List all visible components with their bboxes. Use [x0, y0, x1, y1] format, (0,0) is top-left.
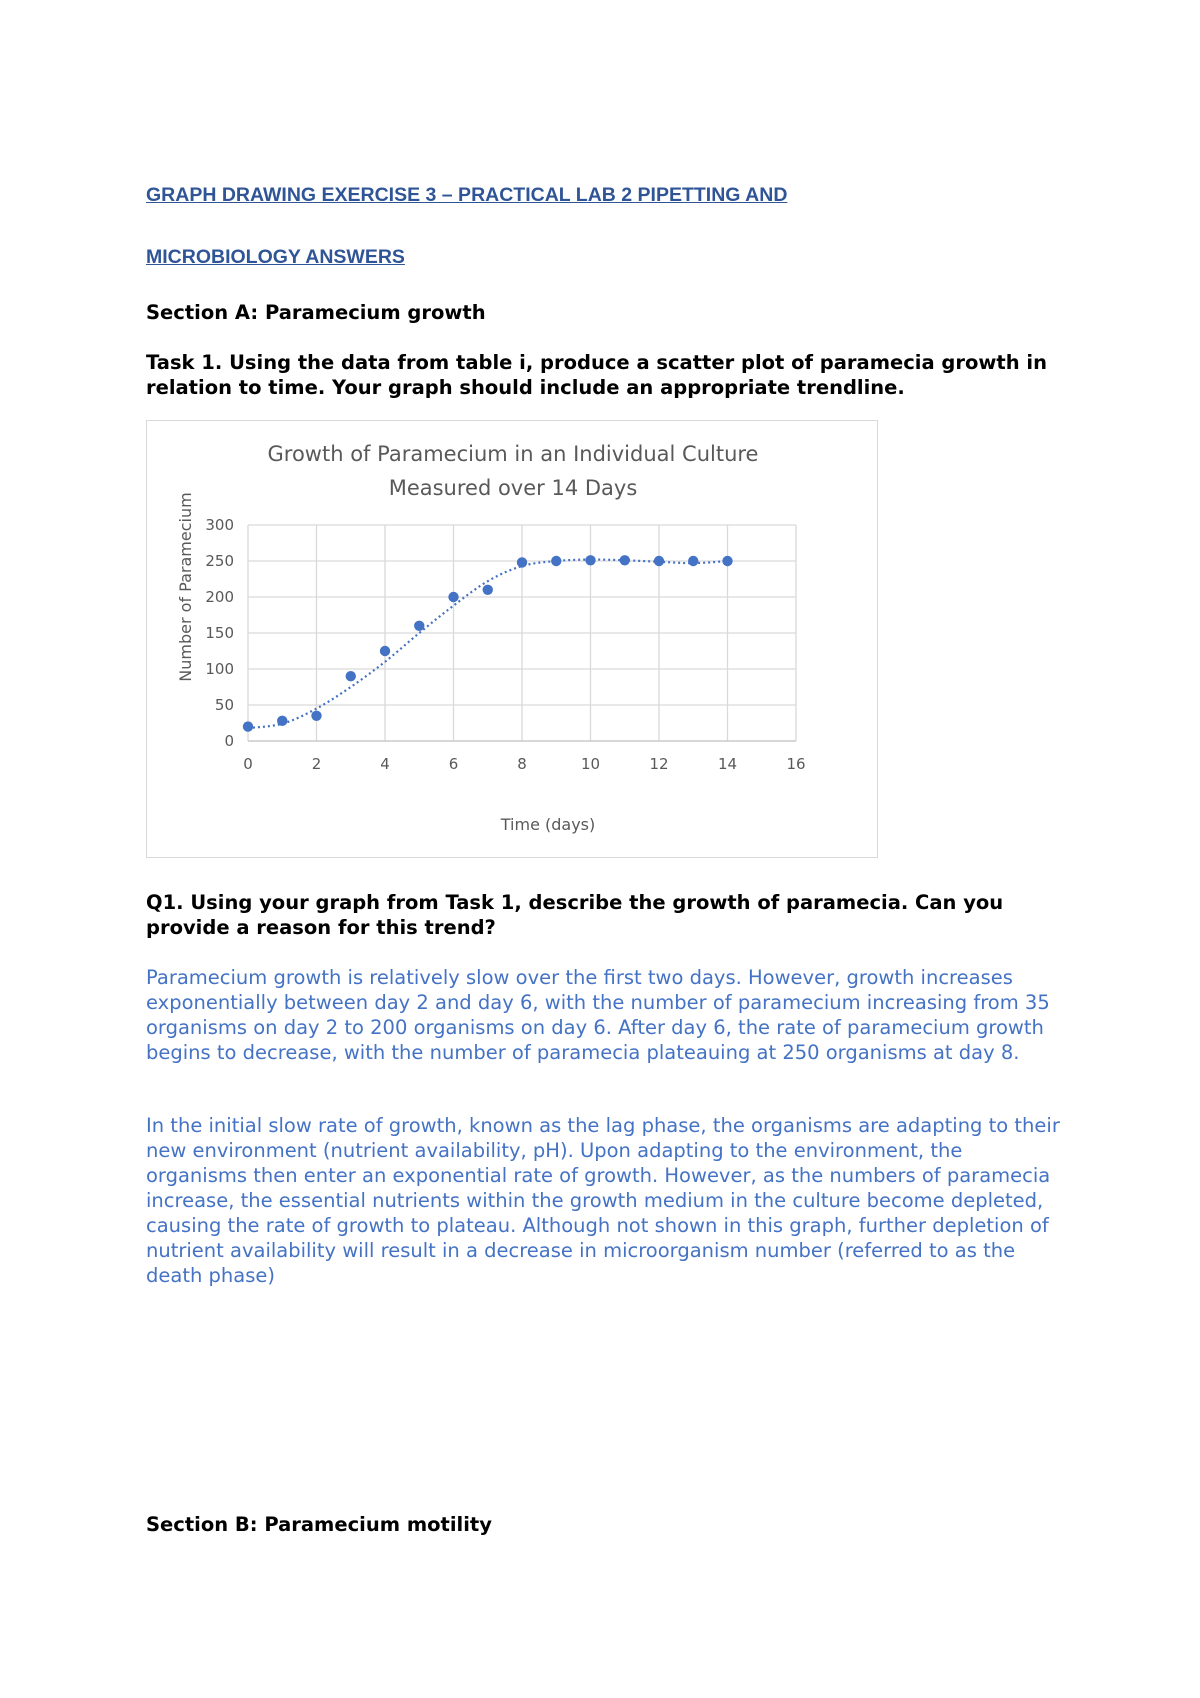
section-b-heading: Section B: Paramecium motility [146, 1513, 492, 1536]
x-tick-label: 14 [717, 755, 738, 773]
document-title-line-1: GRAPH DRAWING EXERCISE 3 – PRACTICAL LAB 2 PIPETTING AND [146, 184, 788, 206]
x-tick-label: 12 [649, 755, 669, 773]
chart-y-axis-label: Number of Paramecium [176, 492, 195, 682]
y-tick-label: 0 [224, 732, 234, 750]
y-tick-label: 50 [214, 696, 234, 714]
data-point [551, 556, 561, 566]
x-tick-label: 4 [380, 755, 390, 773]
chart-x-axis-label: Time (days) [500, 815, 596, 834]
data-point [585, 555, 595, 565]
data-point [620, 555, 630, 565]
data-point [688, 556, 698, 566]
data-point [346, 671, 356, 681]
x-tick-label: 0 [243, 755, 253, 773]
y-tick-label: 150 [205, 624, 234, 642]
data-point [483, 585, 493, 595]
data-point [448, 592, 458, 602]
data-point [311, 711, 321, 721]
data-point [380, 646, 390, 656]
data-point [277, 716, 287, 726]
y-tick-label: 100 [205, 660, 234, 678]
data-point [414, 621, 424, 631]
y-tick-label: 300 [205, 516, 234, 534]
chart-canvas [147, 421, 879, 859]
x-tick-label: 10 [580, 755, 601, 773]
chart-title-line-2: Measured over 14 Days [388, 476, 638, 500]
y-tick-label: 250 [205, 552, 234, 570]
x-tick-label: 2 [311, 755, 322, 773]
data-point [654, 556, 664, 566]
task-1-instruction: Task 1. Using the data from table i, produce a scatter plot of paramecia growth in relation to time. Your graph should include an appropriate trendline. [146, 351, 1047, 399]
x-tick-label: 16 [786, 755, 806, 773]
data-point [517, 557, 527, 567]
x-tick-label: 6 [448, 755, 459, 773]
y-tick-label: 200 [205, 588, 234, 606]
section-a-heading: Section A: Paramecium growth [146, 301, 486, 324]
x-tick-label: 8 [517, 755, 527, 773]
data-point [243, 721, 253, 731]
document-title-line-2: MICROBIOLOGY ANSWERS [146, 246, 405, 268]
question-1: Q1. Using your graph from Task 1, describe the growth of paramecia. Can you provide a reason for this trend? [146, 891, 1004, 939]
growth-chart [146, 420, 878, 858]
data-point [722, 556, 732, 566]
answer-paragraph-2: In the initial slow rate of growth, known as the lag phase, the organisms are adapting to their new environment (nutrient availability, pH). Upon adapting to the environment, the organisms then enter an exponential rate of growth. However, as the numbers of paramecia increase, the essential nutrients within the growth medium in the culture become depleted, causing the rate of growth to plateau. Although not shown in this graph, further depletion of nutrient availability will result in a decrease in microorganism number (referred to as the death phase) [146, 1114, 1060, 1287]
answer-paragraph-1: Paramecium growth is relatively slow over the first two days. However, growth increases exponentially between day 2 and day 6, with the number of paramecium increasing from 35 organisms on day 2 to 200 organisms on day 6. After day 6, the rate of paramecium growth begins to decrease, with the number of paramecia plateauing at 250 organisms at day 8. [146, 966, 1050, 1064]
chart-tick-labels [205, 516, 805, 773]
chart-title-line-1: Growth of Paramecium in an Individual Culture [267, 442, 759, 466]
